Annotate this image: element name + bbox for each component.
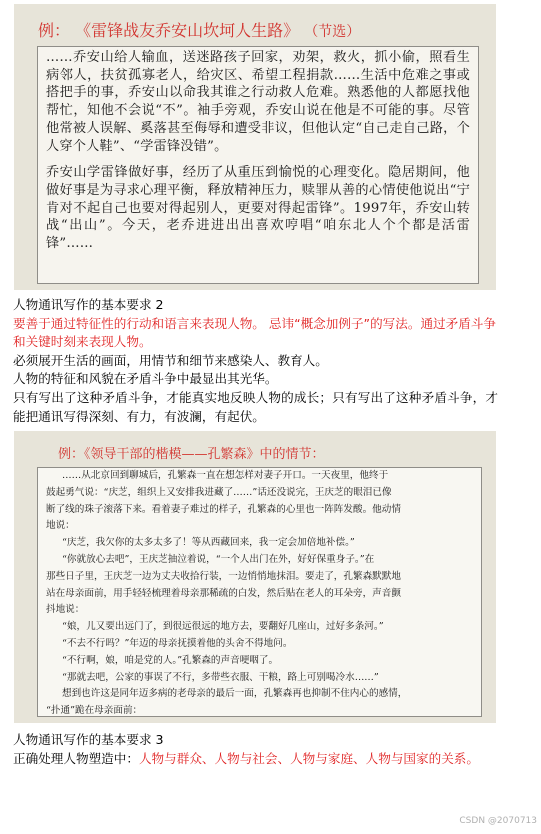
requirement-2-point-1: 要善于通过特征性的行动和语言来表现人物。 忌讳“概念加例子”的写法。通过矛盾斗争和关键时刻来表现人物。: [13, 315, 497, 350]
excerpt-line: “娘，儿又要出远门了，到很远很远的地方去，要翻好几座山，过好多条河。”: [62, 621, 384, 633]
requirement-3-section: [13, 731, 498, 768]
excerpt-line: “不行啊，娘，咱是党的人。”孔繁森的声音哽咽了。: [62, 654, 279, 666]
excerpt-line: ……从北京回到聊城后，孔繁森一直在想怎样对妻子开口。一天夜里，他终于: [62, 470, 389, 481]
excerpt-line: 断了线的珠子滚落下来。看着妻子难过的样子，孔繁森的心里也一阵阵发酸。他动情: [46, 503, 401, 515]
requirement-2-heading: 人物通讯写作的基本要求 2: [13, 297, 164, 312]
requirement-2-point-3: 人物的特征和风貌在矛盾斗争中最显出其光华。: [13, 371, 278, 387]
article-title: 《雷锋战友乔安山坎坷人生路》: [75, 21, 300, 40]
requirement-3-lead: 正确处理人物塑造中：: [13, 750, 139, 766]
requirement-2-section: [13, 296, 498, 426]
excerpt-box-1: [37, 46, 479, 284]
excerpt-line: 抖地说：: [46, 604, 85, 616]
excerpt-line: “那就去吧，公家的事误了不行，多带些衣服、干粮，路上可别喝冷水……”: [62, 671, 379, 683]
excerpt-line: 那些日子里，王庆芝一边为丈夫收拾行装，一边悄悄地抹泪。要走了，孔繁森默默地: [46, 570, 401, 582]
example-title-2: 例：《领导干部的楷模——孔繁森》中的情节：: [58, 447, 325, 462]
excerpt-line: 站在母亲面前，用手轻轻梳理着母亲那稀疏的白发，然后贴在老人的耳朵旁，声音颤: [46, 587, 401, 599]
excerpt-paragraph-2: 乔安山学雷锋做好事，经历了从重压到愉悦的心理变化。隐居期间，他做好事是为寻求心理平衡，释放精神压力，赎罪从善的心情使他说出“宁肯对不起自己也要对得起别人，更要对得起雷锋”。1997年，乔安山转战“出山”。今天，老乔进进出出喜欢哼唱“咱东北人个个都是活雷锋”……: [46, 165, 470, 252]
requirement-3-heading: 人物通讯写作的基本要求 3: [13, 732, 164, 747]
excerpt-line: “扑通”跪在母亲面前：: [46, 705, 143, 717]
excerpt-line: “不去不行吗？”年迈的母亲抚摸着他的头舍不得地问。: [62, 637, 293, 649]
excerpt-note: （节选）: [304, 24, 361, 40]
requirement-3-body: [13, 750, 498, 769]
example-title-1: [38, 18, 360, 41]
requirement-3-relations: 人物与群众、人物与社会、人物与家庭、人物与国家的关系。: [138, 750, 479, 766]
example-panel-2: [14, 431, 496, 723]
excerpt-line: 鼓起勇气说：“庆芝，组织上又安排我进藏了……”话还没说完，王庆芝的眼泪已像: [46, 486, 392, 498]
excerpt-paragraph-1: ……乔安山给人输血，送迷路孩子回家，劝架，救火，抓小偷，照看生病邻人，扶贫孤寡老人，给灾区、希望工程捐款……生活中危难之事或搭把手的事，乔安山以命我其谁之行动救人危难。熟悉他的人都愿找他帮忙，知他不会说“不”。袖手旁观，乔安山说在他是不可能的事。尽管他常被人误解、奚落甚至侮辱和遭受非议，但他认定“自己走自己路，个人穿个人鞋”、“学雷锋没错”。: [46, 50, 470, 154]
excerpt-box-2: [37, 467, 482, 717]
example-panel-1: [14, 4, 496, 290]
excerpt-line: 想到也许这是同年迈多病的老母亲的最后一面，孔繁森再也抑制不住内心的感情，: [62, 688, 408, 700]
requirement-2-point-4: 只有写出了这种矛盾斗争，才能真实地反映人物的成长；只有写出了这种矛盾斗争，才能把通讯写得深刻、有力，有波澜，有起伏。: [13, 389, 498, 424]
watermark: CSDN @2070713: [459, 816, 537, 826]
excerpt-line: 地说：: [46, 520, 75, 532]
requirement-2-point-2: 必须展开生活的画面，用情节和细节来感染人、教育人。: [13, 352, 328, 368]
excerpt-line: “庆芝，我欠你的太多太多了！等从西藏回来，我一定会加倍地补偿。”: [62, 537, 355, 549]
excerpt-line: “你就放心去吧”，王庆芝抽泣着说，“一个人出门在外，好好保重身子。”在: [62, 553, 375, 565]
example-label: 例：: [38, 21, 71, 40]
